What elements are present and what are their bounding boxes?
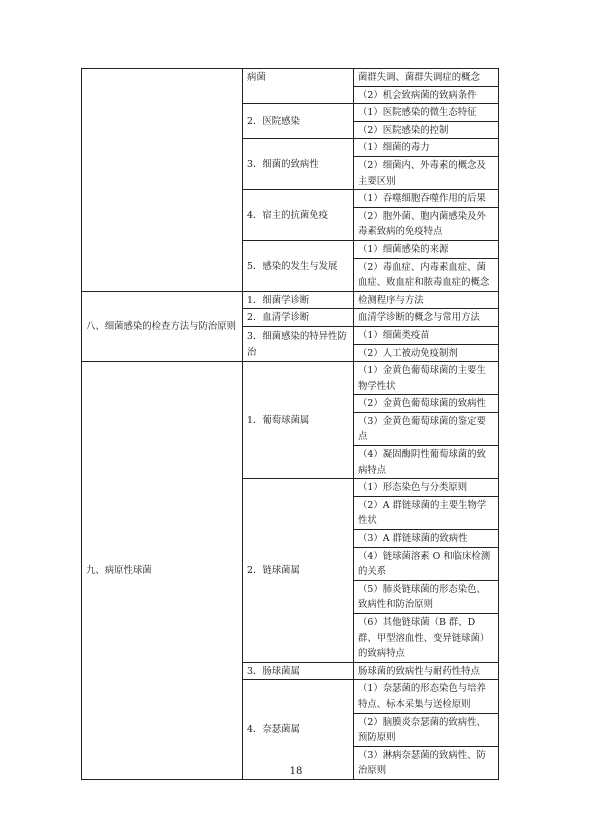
- point-cell: （3）金黄色葡萄球菌的鉴定要点: [354, 412, 499, 445]
- point-cell: （1）医院感染的微生态特征: [354, 104, 499, 122]
- topic-cell: 1．葡萄球菌属: [243, 362, 354, 479]
- point-cell: （6）其他链球菌（B 群、D 群、甲型溶血性、变异链球菌）的致病特点: [354, 614, 499, 663]
- point-cell: （3）淋病奈瑟菌的致病性、防治原则: [354, 746, 499, 779]
- table-row: [82, 69, 499, 87]
- point-cell: （5）肺炎链球菌的形态染色、致病性和防治原则: [354, 580, 499, 613]
- point-cell: （1）细菌类疫苗: [354, 326, 499, 344]
- topic-cell: 4．宿主的抗菌免疫: [243, 190, 354, 241]
- unit-cell: 八、细菌感染的检查方法与防治原则: [82, 291, 243, 361]
- topic-cell: 1．细菌学诊断: [243, 291, 354, 309]
- syllabus-table: [81, 68, 499, 780]
- point-cell: （2）脑膜炎奈瑟菌的致病性、预防原则: [354, 713, 499, 746]
- point-cell: （3）A 群链球菌的致病性: [354, 530, 499, 548]
- point-cell: （1）细菌感染的来源: [354, 240, 499, 258]
- table-row: [82, 362, 499, 395]
- point-cell: （1）吞噬细胞吞噬作用的后果: [354, 190, 499, 208]
- point-cell: （2）胞外菌、胞内菌感染及外毒素致病的免疫特点: [354, 207, 499, 240]
- table-row: [82, 291, 499, 309]
- point-cell: （2）机会致病菌的致病条件: [354, 86, 499, 104]
- point-cell: 菌群失调、菌群失调症的概念: [354, 69, 499, 87]
- point-cell: （2）人工被动免疫制剂: [354, 344, 499, 362]
- topic-cell: 3．细菌的致病性: [243, 139, 354, 190]
- topic-cell: 2．医院感染: [243, 104, 354, 139]
- unit-cell-empty: [82, 69, 243, 292]
- point-cell: （2）医院感染的控制: [354, 121, 499, 139]
- point-cell: 肠球菌的致病性与耐药性特点: [354, 662, 499, 680]
- page-number: 18: [289, 766, 303, 777]
- point-cell: （1）金黄色葡萄球菌的主要生物学性状: [354, 362, 499, 395]
- topic-cell: 2．链球菌属: [243, 479, 354, 663]
- topic-cell: 3．肠球菌属: [243, 662, 354, 680]
- topic-cell: 2．血清学诊断: [243, 309, 354, 327]
- point-cell: （1）形态染色与分类原则: [354, 479, 499, 497]
- topic-cell: 3．细菌感染的特异性防治: [243, 326, 354, 361]
- point-cell: （2）金黄色葡萄球菌的致病性: [354, 395, 499, 413]
- point-cell: （1）细菌的毒力: [354, 139, 499, 157]
- point-cell: （1）奈瑟菌的形态染色与培养特点、标本采集与送检原则: [354, 680, 499, 713]
- topic-cell: 5．感染的发生与发展: [243, 240, 354, 291]
- point-cell: 血清学诊断的概念与常用方法: [354, 309, 499, 327]
- point-cell: （2）A 群链球菌的主要生物学性状: [354, 496, 499, 529]
- point-cell: 检测程序与方法: [354, 291, 499, 309]
- point-cell: （2）细菌内、外毒素的概念及主要区别: [354, 156, 499, 189]
- unit-cell: 九、病原性球菌: [82, 362, 243, 780]
- topic-cell: 病菌: [243, 69, 354, 104]
- point-cell: （4）凝固酶阴性葡萄球菌的致病特点: [354, 446, 499, 479]
- topic-cell: 4．奈瑟菌属: [243, 680, 354, 780]
- point-cell: （4）链球菌溶素 O 和临床检测的关系: [354, 547, 499, 580]
- point-cell: （2）毒血症、内毒素血症、菌血症、败血症和脓毒血症的概念: [354, 258, 499, 291]
